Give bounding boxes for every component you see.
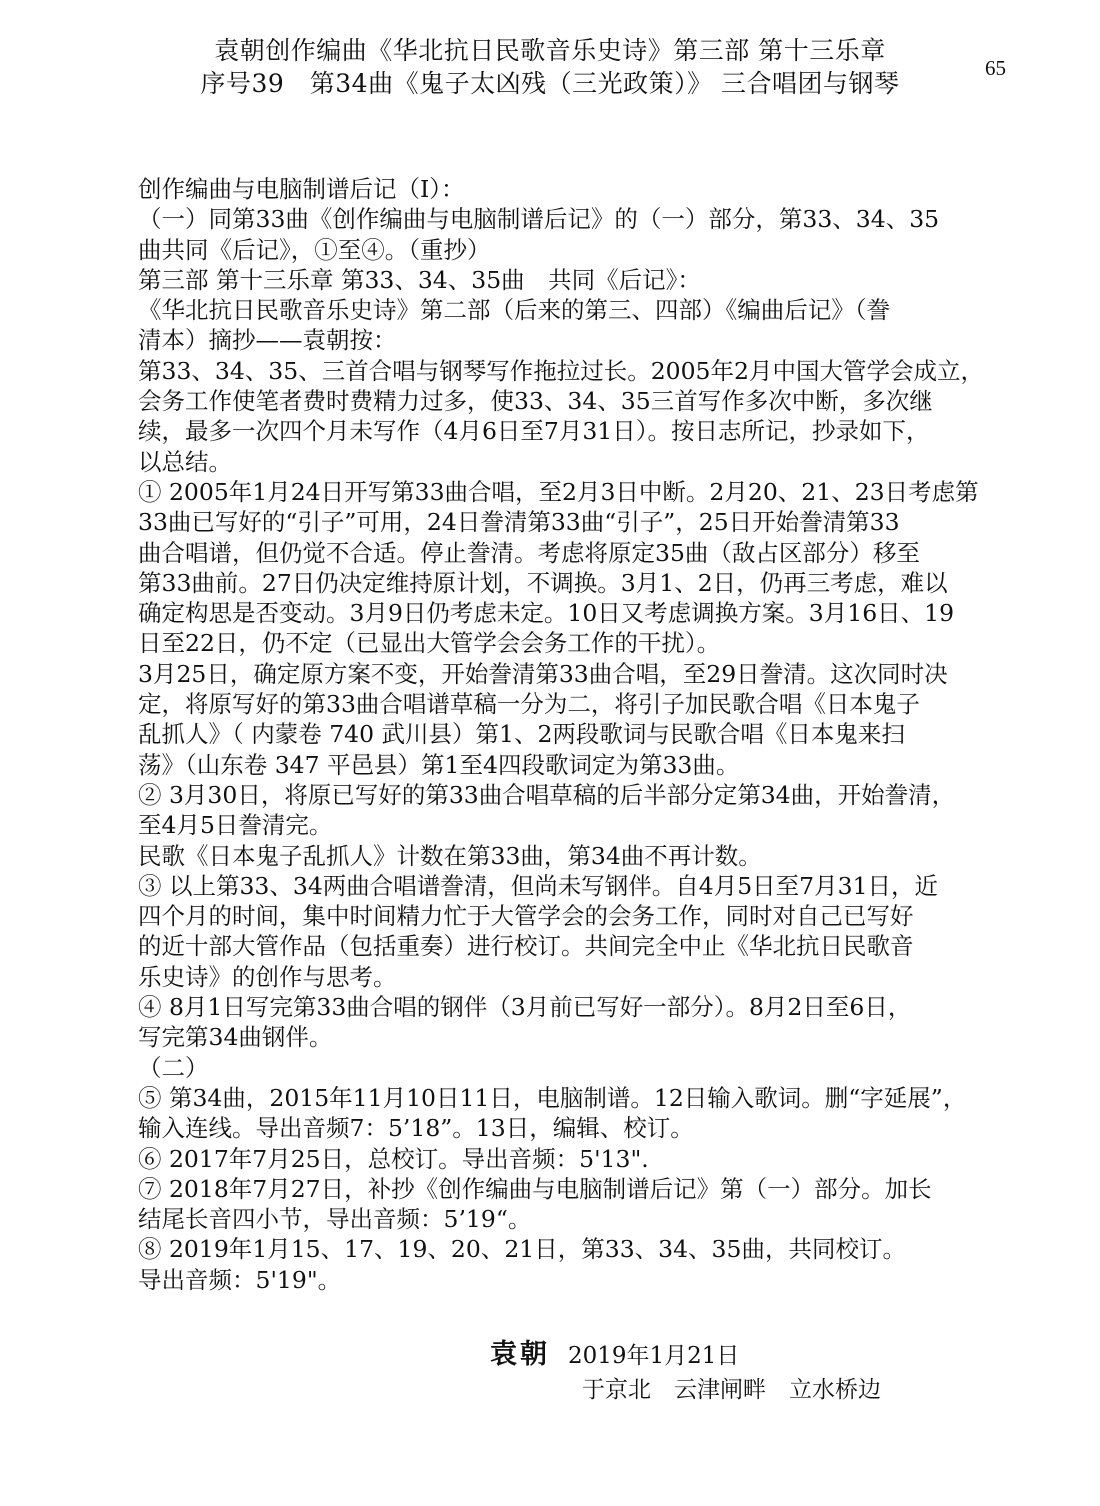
body-line: ② 3月30日，将原已写好的第33曲合唱草稿的后半部分定第34曲，开始誊清， xyxy=(138,780,956,809)
body-line: ④ 8月1日写完第33曲合唱的钢伴（3月前已写好一部分）。8月2日至6日， xyxy=(138,993,912,1022)
body-line: 乐史诗》的创作与思考。 xyxy=(138,962,397,991)
body-line: 第33曲前。27日仍决定维持原计划，不调换。3月1、2日，仍再三考虑，难以 xyxy=(138,568,948,597)
body-line: 民歌《日本鬼子乱抓人》计数在第33曲，第34曲不再计数。 xyxy=(138,841,762,870)
body-line: 乱抓人》（ 内蒙卷 740 武川县）第1、2两段歌词与民歌合唱《日本鬼来扫 xyxy=(138,720,905,749)
signature-author: 袁朝 xyxy=(490,1339,550,1370)
page-header xyxy=(0,34,1100,100)
body-line: 清本）摘抄——袁朝按： xyxy=(138,326,397,355)
body-line: 《华北抗日民歌音乐史诗》第二部（后来的第三、四部）《编曲后记》（誊 xyxy=(138,296,890,325)
body-line: ⑥ 2017年7月25日，总校订。导出音频：5'13". xyxy=(138,1144,649,1173)
header-title-line-1: 袁朝创作编曲《华北抗日民歌音乐史诗》第三部 第十三乐章 xyxy=(214,36,886,65)
body-line: 3月25日，确定原方案不变，开始誊清第33曲合唱，至29日誊清。这次同时决 xyxy=(138,659,948,688)
signature-date: 2019年1月21日 xyxy=(568,1343,740,1369)
body-line: 导出音频：5'19"。 xyxy=(138,1265,342,1294)
body-line: 定，将原写好的第33曲合唱谱草稿一分为二，将引子加民歌合唱《日本鬼子 xyxy=(138,690,920,719)
body-line: 曲共同《后记》，①至④。（重抄） xyxy=(138,235,491,264)
body-line: 33曲已写好的“引子”可用，24日誊清第33曲“引子”，25日开始誊清第33 xyxy=(138,508,900,537)
body-line: ⑧ 2019年1月15、17、19、20、21日，第33、34、35曲，共同校订。 xyxy=(138,1235,906,1264)
body-line: 的近十部大管作品（包括重奏）进行校订。共间完全中止《华北抗日民歌音 xyxy=(138,932,914,961)
body-line: 至4月5日誊清完。 xyxy=(138,811,333,840)
signature-block xyxy=(490,1338,881,1407)
body-line: 确定构思是否变动。3月9日仍考虑未定。10日又考虑调换方案。3月16日、19 xyxy=(138,599,955,628)
body-line: 荡》（山东卷 347 平邑县）第1至4四段歌词定为第33曲。 xyxy=(138,750,740,779)
body-line: ⑦ 2018年7月27日，补抄《创作编曲与电脑制谱后记》第（一）部分。加长 xyxy=(138,1174,932,1203)
body-line: 曲合唱谱，但仍觉不合适。停止誊清。考虑将原定35曲（敌占区部分）移至 xyxy=(138,538,920,567)
body-line: ① 2005年1月24日开写第33曲合唱，至2月3日中断。2月20、21、23日考虑第 xyxy=(138,477,979,506)
body-line: 创作编曲与电脑制谱后记（Ⅰ）： xyxy=(138,175,465,203)
body-line: 四个月的时间，集中时间精力忙于大管学会的会务工作，同时对自己已写好 xyxy=(138,902,914,931)
header-title-line-2: 序号39 第34曲《鬼子太凶残（三光政策）》 三合唱团与钢琴 xyxy=(200,69,900,98)
signature-place: 于京北 云津闸畔 立水桥边 xyxy=(582,1377,881,1403)
body-line: ⑤ 第34曲，2015年11月10日11日，电脑制谱。12日输入歌词。删“字延展”， xyxy=(138,1083,967,1112)
body-line: 会务工作使笔者费时费精力过多，使33、34、35三首写作多次中断，多次继 xyxy=(138,387,933,416)
body-line: 结尾长音四小节，导出音频：5’19“。 xyxy=(138,1205,532,1234)
body-line: （一）同第33曲《创作编曲与电脑制谱后记》的（一）部分，第33、34、35 xyxy=(138,205,940,234)
body-line: 第33、34、35、三首合唱与钢琴写作拖拉过长。2005年2月中国大管学会成立， xyxy=(138,356,984,385)
body-line: ③ 以上第33、34两曲合唱谱誊清，但尚未写钢伴。自4月5日至7月31日，近 xyxy=(138,871,939,900)
body-line: 写完第34曲钢伴。 xyxy=(138,1023,333,1052)
body-line: 日至22日，仍不定（已显出大管学会会务工作的干扰）。 xyxy=(138,629,721,658)
body-line: 第三部 第十三乐章 第33、34、35曲 共同《后记》： xyxy=(138,265,701,294)
body-line: 以总结。 xyxy=(138,447,232,476)
body-line: （二） xyxy=(138,1053,209,1082)
body-line: 续，最多一次四个月未写作（4月6日至7月31日）。按日志所记，抄录如下， xyxy=(138,417,930,446)
body-line: 输入连线。导出音频7：5’18”。13日，编辑、校订。 xyxy=(138,1114,694,1143)
page-number: 65 xyxy=(985,56,1006,80)
afterword-body xyxy=(138,174,1028,1295)
